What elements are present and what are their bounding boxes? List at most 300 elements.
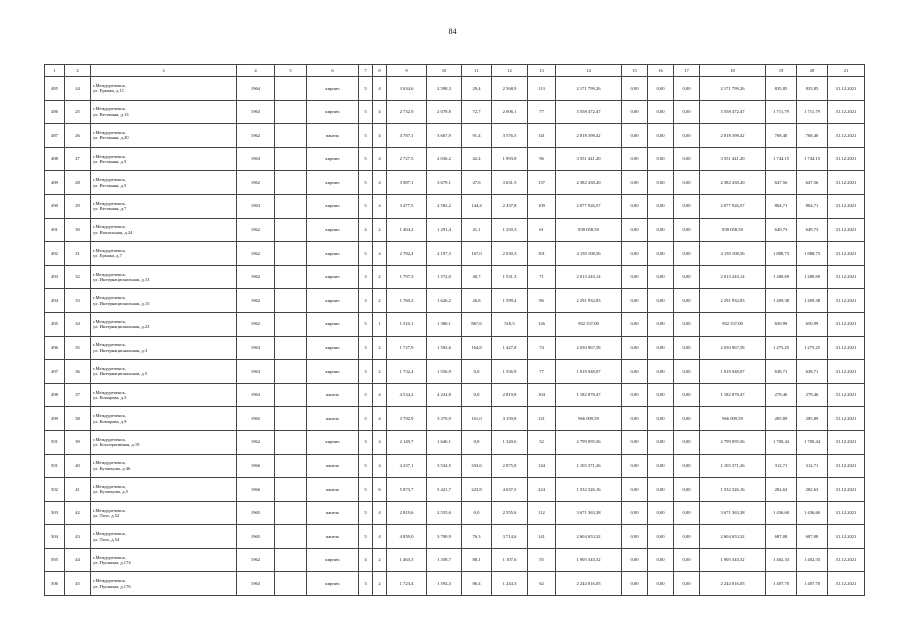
table-cell: 2 <box>373 572 387 596</box>
table-cell: 485 <box>45 77 65 101</box>
table-cell: кирпич <box>307 147 359 171</box>
table-cell: 489 <box>45 171 65 195</box>
address-city: г.Междуреченск, <box>93 224 126 230</box>
table-cell: кирпич <box>307 194 359 218</box>
table-cell: 1 510,1 <box>387 312 427 336</box>
table-cell: 1962 <box>237 218 275 242</box>
table-cell: 1963 <box>237 336 275 360</box>
address-street: ул. Интернациональная, д.15 <box>93 300 150 306</box>
table-cell: 3 558 472,47 <box>556 100 622 124</box>
table-cell: 44 <box>65 548 91 572</box>
column-header: 16 <box>648 65 674 77</box>
table-cell: 486 <box>45 100 65 124</box>
table-cell: 487 <box>45 124 65 148</box>
column-header: 8 <box>373 65 387 77</box>
table-cell: 5 <box>359 171 373 195</box>
address-cell <box>91 360 237 384</box>
table-cell: 503 <box>45 501 65 525</box>
address-street: ул. Пушкина, д.176 <box>93 583 131 589</box>
table-cell: 86,4 <box>462 572 492 596</box>
address-street: ул. Кузнецова, д.46 <box>93 465 131 471</box>
table-cell: 1 727,9 <box>387 336 427 360</box>
table-cell: 0,00 <box>622 336 648 360</box>
table-cell: 33 <box>65 289 91 313</box>
table-cell: 490 <box>45 194 65 218</box>
table-cell: 0,00 <box>648 242 674 266</box>
table-row <box>45 572 865 596</box>
table-cell: 1 358,7 <box>427 548 462 572</box>
table-cell: 1962 <box>237 430 275 454</box>
table-cell <box>275 171 307 195</box>
table-cell <box>275 100 307 124</box>
address-cell <box>91 100 237 124</box>
table-cell: 5 <box>359 454 373 478</box>
table-cell <box>275 242 307 266</box>
table-cell: 0,00 <box>622 383 648 407</box>
table-cell: 647,56 <box>797 171 828 195</box>
table-cell: 0,00 <box>674 501 700 525</box>
table-cell <box>275 147 307 171</box>
table-cell: 5 <box>359 242 373 266</box>
table-cell: 4 <box>373 501 387 525</box>
address-street: ул. Весенняя, д.13 <box>93 111 129 117</box>
address-cell <box>91 265 237 289</box>
table-cell: 40 <box>65 454 91 478</box>
table-cell: 312,71 <box>797 454 828 478</box>
address-city: г.Междуреченск, <box>93 507 126 513</box>
table-cell: 839 058,59 <box>556 218 622 242</box>
table-cell <box>275 312 307 336</box>
table-cell: 0,00 <box>674 383 700 407</box>
table-cell: 488 <box>45 147 65 171</box>
table-cell: 966 009,59 <box>556 407 622 431</box>
table-cell: 1 556,9 <box>492 360 528 384</box>
table-cell: 1 711,79 <box>797 100 828 124</box>
table-cell: 88,1 <box>462 548 492 572</box>
table-cell: 1 291,4 <box>427 218 462 242</box>
table-cell: 31.12.2021 <box>828 360 865 384</box>
table-cell: 4 <box>373 77 387 101</box>
table-cell: 0,0 <box>462 501 492 525</box>
table-cell: 1965 <box>237 525 275 549</box>
table-cell: 4 787,1 <box>387 124 427 148</box>
table-cell: 0,00 <box>622 124 648 148</box>
table-cell: панель <box>307 407 359 431</box>
table-cell: 43 <box>65 525 91 549</box>
table-cell: 2 030,3 <box>492 242 528 266</box>
table-cell: 39 <box>65 430 91 454</box>
table-cell: 1 019 948,07 <box>556 360 622 384</box>
table-row <box>45 478 865 502</box>
table-cell: 650,99 <box>766 312 797 336</box>
table-row <box>45 336 865 360</box>
table-cell: 1 700,44 <box>797 430 828 454</box>
table-cell: 1 427,8 <box>492 336 528 360</box>
table-cell: 3 <box>359 265 373 289</box>
table-cell: 2 382 430,20 <box>556 171 622 195</box>
table-cell <box>275 454 307 478</box>
table-cell: 144 <box>528 454 556 478</box>
table-cell: 2 171 799,26 <box>700 77 766 101</box>
table-cell: 2 598,3 <box>427 77 462 101</box>
table-cell <box>275 289 307 313</box>
table-cell: 505 <box>45 548 65 572</box>
table-row <box>45 454 865 478</box>
table-cell: 0,00 <box>674 242 700 266</box>
table-cell <box>275 501 307 525</box>
table-cell: 0,00 <box>622 77 648 101</box>
address-cell <box>91 289 237 313</box>
table-cell: 2 818 398,42 <box>556 124 622 148</box>
table-cell: 2 <box>373 289 387 313</box>
table-cell: 31.12.2021 <box>828 171 865 195</box>
table-cell: 2 077 926,57 <box>556 194 622 218</box>
table-cell: панель <box>307 478 359 502</box>
table-cell: 835,85 <box>797 77 828 101</box>
table-cell: 1 280,69 <box>797 265 828 289</box>
table-cell: 3 370,9 <box>427 407 462 431</box>
table-cell: 502 <box>45 478 65 502</box>
table-cell: 1 244,3 <box>492 572 528 596</box>
table-cell: 966 009,59 <box>700 407 766 431</box>
column-header: 18 <box>700 65 766 77</box>
table-cell: 31.12.2021 <box>828 124 865 148</box>
table-cell: 2 013 243,14 <box>556 265 622 289</box>
table-cell: 1966 <box>237 478 275 502</box>
table-cell: 0,00 <box>622 430 648 454</box>
table-cell: 96 <box>528 147 556 171</box>
table-header-row <box>45 65 865 77</box>
table-cell: 32 <box>65 265 91 289</box>
table-cell: 282,63 <box>797 478 828 502</box>
table-cell: 1 531,3 <box>492 265 528 289</box>
table-cell: 4 150 108,56 <box>556 242 622 266</box>
table-cell: 2 291 932,83 <box>556 289 622 313</box>
table-cell: 0,00 <box>622 407 648 431</box>
table-body <box>45 77 865 596</box>
address-cell <box>91 407 237 431</box>
table-cell: 42 <box>65 501 91 525</box>
table-cell: 1964 <box>237 77 275 101</box>
table-cell <box>275 360 307 384</box>
table-cell: 77 <box>528 100 556 124</box>
table-cell: 1962 <box>237 171 275 195</box>
table-cell: 5 <box>359 525 373 549</box>
address-street: ул. Вокзальная, д.24 <box>93 229 133 235</box>
table-cell: 506 <box>45 572 65 596</box>
table-cell: 52 <box>528 430 556 454</box>
address-cell <box>91 171 237 195</box>
table-cell: 0,00 <box>674 360 700 384</box>
table-cell: 0,00 <box>674 265 700 289</box>
address-city: г.Междуреченск, <box>93 366 126 372</box>
table-cell: 126 <box>528 312 556 336</box>
table-cell: 223,8 <box>462 478 492 502</box>
table-cell: кирпич <box>307 218 359 242</box>
column-header: 5 <box>275 65 307 77</box>
column-header: 2 <box>65 65 91 77</box>
table-cell: 1 744,15 <box>766 147 797 171</box>
table-cell: 71 <box>528 265 556 289</box>
table-cell: 4 <box>373 430 387 454</box>
address-city: г.Междуреченск, <box>93 153 126 159</box>
table-cell: 5 <box>359 194 373 218</box>
table-cell: 0,00 <box>622 265 648 289</box>
table-cell: 5 <box>359 77 373 101</box>
address-cell <box>91 548 237 572</box>
address-cell <box>91 430 237 454</box>
table-cell: 3 790,9 <box>427 525 462 549</box>
table-cell: 3 576,5 <box>492 124 528 148</box>
table-cell: 31.12.2021 <box>828 454 865 478</box>
table-cell: 835,85 <box>766 77 797 101</box>
table-cell: 29 <box>65 194 91 218</box>
table-cell: 1963 <box>237 360 275 384</box>
table-cell: 0,00 <box>622 312 648 336</box>
table-cell: 1 409,38 <box>766 289 797 313</box>
table-row <box>45 501 865 525</box>
address-city: г.Междуреченск, <box>93 483 126 489</box>
table-cell: 113 <box>528 77 556 101</box>
table-cell: 2 875,8 <box>492 454 528 478</box>
table-cell: 55 <box>528 548 556 572</box>
table-cell: 0,00 <box>648 100 674 124</box>
table-cell <box>275 383 307 407</box>
table-cell: 2 <box>373 336 387 360</box>
table-cell: 282,63 <box>766 478 797 502</box>
table-cell: 0,00 <box>648 360 674 384</box>
table-cell: 2 582,2 <box>427 194 462 218</box>
table-cell: 1966 <box>237 454 275 478</box>
table-row <box>45 242 865 266</box>
table-cell: 5 873,7 <box>387 478 427 502</box>
column-header: 6 <box>307 65 359 77</box>
table-cell: 1 905 343,32 <box>556 548 622 572</box>
table-cell: 0,00 <box>674 100 700 124</box>
address-cell <box>91 147 237 171</box>
table-row <box>45 430 865 454</box>
table-cell: 1 646,1 <box>427 430 462 454</box>
table-cell: 285,89 <box>797 407 828 431</box>
table-cell: 0,00 <box>674 194 700 218</box>
table-cell: 0,00 <box>622 289 648 313</box>
column-header: 17 <box>674 65 700 77</box>
table-cell: 2 078,8 <box>427 100 462 124</box>
table-cell: 0,00 <box>648 501 674 525</box>
table-cell: 497 <box>45 360 65 384</box>
table-cell: 1 250,3 <box>492 218 528 242</box>
table-cell: 0,00 <box>622 100 648 124</box>
table-cell: 0,00 <box>648 548 674 572</box>
table-cell: 31.12.2021 <box>828 312 865 336</box>
table-cell: 279,46 <box>797 383 828 407</box>
table-cell: 4 237,1 <box>387 454 427 478</box>
table-cell: 1963 <box>237 147 275 171</box>
table-row <box>45 265 865 289</box>
table-cell: 31.12.2021 <box>828 525 865 549</box>
table-cell: 26 <box>65 124 91 148</box>
table-cell: панель <box>307 383 359 407</box>
address-city: г.Междуреченск, <box>93 460 126 466</box>
table-cell: 638,71 <box>797 360 828 384</box>
table-cell: 3 792,9 <box>387 407 427 431</box>
table-cell: 1 402,33 <box>797 548 828 572</box>
table-cell: 0,00 <box>648 265 674 289</box>
table-cell: 1 592,6 <box>427 336 462 360</box>
table-cell <box>275 77 307 101</box>
table-cell: 1 019 948,07 <box>700 360 766 384</box>
table-cell: 1 <box>373 312 387 336</box>
table-cell: 5 <box>359 100 373 124</box>
table-cell: 0,00 <box>648 572 674 596</box>
address-street: ул. Кооперативная, д.19 <box>93 442 140 448</box>
address-cell <box>91 501 237 525</box>
table-cell: 0,00 <box>622 147 648 171</box>
table-cell: 4 <box>373 194 387 218</box>
table-cell: 4 <box>373 407 387 431</box>
table-cell: 1 105 371,26 <box>700 454 766 478</box>
table-cell: 0,00 <box>622 548 648 572</box>
table-cell: 902 337,00 <box>700 312 766 336</box>
table-cell: 35 <box>65 336 91 360</box>
housing-register-table <box>44 64 865 596</box>
address-city: г.Междуреченск, <box>93 389 126 395</box>
table-cell: 5 <box>359 124 373 148</box>
table-cell: 0,00 <box>622 194 648 218</box>
table-cell <box>275 218 307 242</box>
table-cell: 2 197,3 <box>427 242 462 266</box>
table-cell: 804,71 <box>766 194 797 218</box>
table-cell: 3 <box>359 430 373 454</box>
table-cell: 3 <box>359 360 373 384</box>
table-cell: 649,73 <box>797 218 828 242</box>
table-cell: 0,0 <box>462 383 492 407</box>
table-cell: 2 604 653,32 <box>700 525 766 549</box>
table-cell: 687,08 <box>797 525 828 549</box>
table-cell: 4 <box>359 548 373 572</box>
table-cell: 0,00 <box>648 454 674 478</box>
table-cell: 2 013 243,14 <box>700 265 766 289</box>
table-cell: 86 <box>528 289 556 313</box>
table-cell: 31.12.2021 <box>828 147 865 171</box>
address-city: г.Междуреченск, <box>93 342 126 348</box>
table-cell: 121 <box>528 407 556 431</box>
table-cell: 1 599,4 <box>492 289 528 313</box>
table-cell: 1 556,9 <box>427 360 462 384</box>
table-cell: 224 <box>528 478 556 502</box>
table-cell: 112 <box>528 501 556 525</box>
table-cell: 0,00 <box>622 525 648 549</box>
table-cell: 1962 <box>237 124 275 148</box>
table-cell: 3 667,9 <box>427 124 462 148</box>
table-cell: 2 244 016,05 <box>700 572 766 596</box>
table-cell: 31.12.2021 <box>828 430 865 454</box>
table-cell: 4 <box>373 383 387 407</box>
table-cell: кирпич <box>307 171 359 195</box>
table-cell: 167,0 <box>462 242 492 266</box>
table-cell: 638,71 <box>766 360 797 384</box>
table-cell: 161,0 <box>462 407 492 431</box>
table-cell: 1962 <box>237 265 275 289</box>
column-header: 12 <box>492 65 528 77</box>
table-cell: 2 <box>373 218 387 242</box>
table-cell <box>275 265 307 289</box>
table-cell: 0,00 <box>648 312 674 336</box>
table-cell: 31.12.2021 <box>828 218 865 242</box>
address-cell <box>91 525 237 549</box>
table-cell: 1 407,70 <box>766 572 797 596</box>
table-cell: 650,99 <box>797 312 828 336</box>
table-cell: 2 799 095,56 <box>700 430 766 454</box>
table-cell: 4 <box>373 525 387 549</box>
table-cell: 1 182 878,47 <box>556 383 622 407</box>
table-cell: 2 818 398,42 <box>700 124 766 148</box>
table-cell: 40,7 <box>462 265 492 289</box>
table-cell: 141 <box>528 124 556 148</box>
table-cell: 504 <box>45 525 65 549</box>
address-city: г.Междуреченск, <box>93 106 126 112</box>
table-cell: 3 714,6 <box>492 525 528 549</box>
table-cell <box>275 430 307 454</box>
table-cell: 3 534,5 <box>427 454 462 478</box>
address-cell <box>91 124 237 148</box>
table-cell: 518,5 <box>492 312 528 336</box>
table-cell: 312,71 <box>766 454 797 478</box>
table-cell: 5 <box>359 407 373 431</box>
table-cell: 0,00 <box>622 360 648 384</box>
column-header: 7 <box>359 65 373 77</box>
column-header: 13 <box>528 65 556 77</box>
address-street: ул. Интернациональная, д.23 <box>93 324 150 330</box>
table-cell: 109 <box>528 194 556 218</box>
table-cell: 1 404,2 <box>387 218 427 242</box>
table-cell: 1 888,73 <box>797 242 828 266</box>
address-cell <box>91 218 237 242</box>
table-cell: 768,40 <box>766 124 797 148</box>
table-cell: 5 <box>359 383 373 407</box>
table-cell: 1963 <box>237 383 275 407</box>
table-cell: 31.12.2021 <box>828 242 865 266</box>
table-cell: 5 421,7 <box>427 478 462 502</box>
table-cell: 1 732,4 <box>387 360 427 384</box>
column-header: 21 <box>828 65 865 77</box>
table-cell: 496 <box>45 336 65 360</box>
column-header: 11 <box>462 65 492 77</box>
address-city: г.Междуреченск, <box>93 200 126 206</box>
address-street: ул. Весенняя, д.3 <box>93 159 127 165</box>
table-cell: 2 782,4 <box>387 242 427 266</box>
table-cell: 2 <box>373 360 387 384</box>
table-cell: 62 <box>528 572 556 596</box>
table-cell: 42,4 <box>462 147 492 171</box>
table-cell: 1962 <box>237 548 275 572</box>
table-cell: 493 <box>45 265 65 289</box>
table-cell: 0,00 <box>648 147 674 171</box>
table-cell: 1 594,3 <box>427 572 462 596</box>
table-row <box>45 124 865 148</box>
table-cell: кирпич <box>307 430 359 454</box>
table-cell: 687,08 <box>766 525 797 549</box>
table-cell <box>275 194 307 218</box>
address-cell <box>91 454 237 478</box>
address-city: г.Междуреченск, <box>93 271 126 277</box>
address-street: ул. Комарова, д.3 <box>93 395 127 401</box>
table-cell: 1962 <box>237 242 275 266</box>
table-cell: 34 <box>65 312 91 336</box>
table-cell: 3 <box>359 336 373 360</box>
table-cell: 1 760,2 <box>387 289 427 313</box>
table-cell: 2 030 967,58 <box>556 336 622 360</box>
